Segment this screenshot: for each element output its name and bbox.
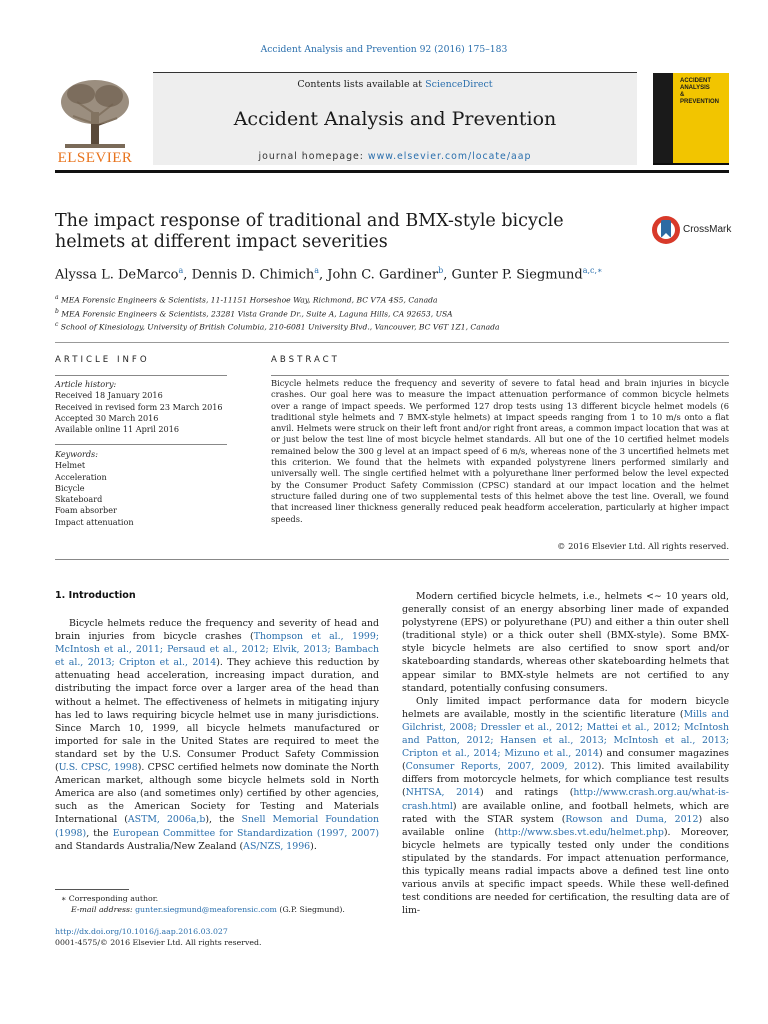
intro-paragraph: Modern certified bicycle helmets, i.e., helmets <∼ 10 years old, generally consist of an energy absorbing liner made of expanded polystyrene (EPS) or polyurethane (PU) and either a thin outer shell (traditional style) or a thick outer shell (BMX-style). Some BMX-style bicycle helmets are also certified to snow sport and/or skateboarding standards, whereas other skateboarding helmets that appear similar to BMX-style helmets are not certified to any standard, potentially confusing consumers.	[402, 591, 729, 694]
email-line	[55, 904, 385, 915]
affiliation-item	[55, 319, 729, 333]
author-affil-sup[interactable]: a	[314, 266, 320, 275]
body-text: ). This limited availability differs from motorcycle helmets, for which compliance test results (	[402, 761, 729, 799]
body-text: ), the	[205, 814, 242, 826]
abstract-copyright: © 2016 Elsevier Ltd. All rights reserved.	[557, 541, 729, 551]
url-link[interactable]: http://www.crash.org.au/what-is-crash.html	[402, 787, 729, 812]
reference-link[interactable]: U.S. CPSC, 1998	[58, 762, 138, 774]
cover-word-1: ACCIDENT	[680, 78, 711, 84]
body-text: ). They achieve this reduction by attenuating head acceleration, increasing impact duration, and distributing the impact force over a larger area of the head than without a helmet. The effectiveness of helmets in mitigating injury has led to laws requiring bicycle helmet use in many jurisdictions. Since March 10, 1999, all bicycle helmets manufactured or imported for sale in the United States are required to meet the standard set by the U.S. Consumer Product Safety Commission (	[55, 657, 379, 774]
keyword-item: Bicycle	[55, 482, 85, 493]
intro-left-column	[55, 617, 379, 853]
url-link[interactable]: http://www.sbes.vt.edu/helmet.php	[498, 826, 664, 838]
body-text: ) also available online (	[402, 813, 729, 838]
keywords-label: Keywords:	[55, 449, 98, 459]
affiliations	[55, 292, 729, 333]
author-name: John C. Gardiner	[327, 267, 439, 283]
keywords-rule	[55, 444, 227, 445]
journal-homepage	[153, 151, 637, 162]
affiliation-sup: a	[55, 294, 59, 301]
masthead-bottom-rule	[55, 170, 729, 173]
crossmark-badge[interactable]	[651, 214, 732, 246]
abstract-heading: ABSTRACT	[271, 355, 340, 365]
affiliation-item	[55, 292, 729, 306]
body-text: ) and consumer magazines (	[402, 748, 729, 773]
body-text: ) are available online, and football helmets, which are rated with the STAR system (	[402, 800, 729, 825]
reference-link[interactable]: ASTM, 2006a,b	[127, 814, 206, 826]
reference-link[interactable]: Thompson et al., 1999; McIntosh et al., 2011; Persaud et al., 2012; Elvik, 2013; Bambach et al., 2013; Cripton et al., 2014	[55, 631, 379, 669]
contents-prefix: Contents lists available at	[297, 79, 426, 90]
keyword-item: Helmet	[55, 460, 86, 471]
body-text: Only limited impact performance data for modern bicycle helmets are available, mostly in the scientific literature (	[402, 695, 729, 720]
author-affil-sup[interactable]: a	[178, 266, 184, 275]
article-info-top-rule	[55, 342, 729, 343]
keywords	[55, 449, 227, 528]
abstract-rule	[271, 375, 729, 376]
body-text: ). Moreover, bicycle helmets are typically tested only under the conditions stipulated by the standards. For impact attenuation performance, this typically means radial impacts above a defined test line onto various anvils at specific impact speeds. While these well-defined test conditions are needed for certification, the resulting data are of lim-	[402, 826, 729, 917]
keyword-item: Foam absorber	[55, 505, 117, 516]
reference-link[interactable]: NHTSA, 2014	[405, 787, 480, 799]
intro-paragraph	[55, 617, 379, 853]
elsevier-wordmark: ELSEVIER	[57, 150, 133, 166]
email-suffix: (G.P. Siegmund).	[276, 905, 345, 914]
history-label: Article history:	[55, 379, 117, 389]
author-affil-sup[interactable]: a,c,∗	[582, 266, 603, 275]
affiliation-sup: c	[55, 321, 59, 329]
author-name: Alyssa L. DeMarco	[55, 267, 179, 283]
footnote-corresponding	[55, 893, 385, 915]
affiliation-text: School of Kinesiology, University of British Columbia, 210-6081 University Blvd., Vancouver, BC V6T 1Z1, Canada	[60, 323, 500, 332]
affiliation-item	[55, 306, 729, 320]
section-heading-introduction: 1. Introduction	[55, 590, 136, 601]
reference-link[interactable]: Mills and Gilchrist, 2008; Dressler et al., 2012; Mattei et al., 2012; McIntosh and Patton, 2012; Hansen et al., 2013; McIntosh et al., 2013; Cripton et al., 2014; Mizuno et al., 2014	[402, 708, 729, 760]
body-text: , the	[86, 827, 113, 839]
reference-link[interactable]: Rowson and Duma, 2012	[565, 813, 699, 825]
intro-paragraph	[402, 695, 729, 918]
keyword-item: Impact attenuation	[55, 516, 134, 527]
sciencedirect-link[interactable]: ScienceDirect	[425, 79, 493, 90]
author-name: Gunter P. Siegmund	[451, 267, 583, 283]
article-info-rule	[55, 375, 227, 376]
crossmark-label: CrossMark	[683, 224, 732, 235]
abstract-bottom-rule	[55, 559, 729, 560]
homepage-prefix: journal homepage:	[258, 151, 368, 162]
keyword-item: Skateboard	[55, 494, 103, 505]
cover-title	[680, 78, 719, 106]
body-text: ).	[310, 840, 317, 852]
affiliation-text: MEA Forensic Engineers & Scientists, 11-11151 Horseshoe Way, Richmond, BC V7A 4S5, Canada	[61, 295, 438, 305]
corresponding-author-note: ∗ Corresponding author.	[61, 894, 159, 903]
journal-citation[interactable]: Accident Analysis and Prevention 92 (2016) 175–183	[260, 44, 508, 55]
author-name: Dennis D. Chimich	[191, 267, 315, 283]
cover-word-4: PREVENTION	[680, 99, 720, 105]
body-text: and Standards Australia/New Zealand (	[55, 840, 244, 852]
journal-title: Accident Analysis and Prevention	[233, 108, 557, 130]
article-title: The impact response of traditional and BMX-style bicycle helmets at different impact severities	[55, 211, 564, 252]
author-list: Alyssa L. DeMarco$^a$, Dennis D. Chimich$^a$, John C. Gardiner$^b$, Gunter P. Siegmund$^{a,c,∗}$	[55, 266, 603, 283]
footnote-rule	[55, 889, 129, 890]
intro-right-column	[402, 590, 729, 917]
doi-link[interactable]: http://dx.doi.org/10.1016/j.aap.2016.03.027	[55, 927, 228, 936]
cover-word-3: &	[680, 92, 685, 98]
affiliation-sup: b	[55, 307, 59, 315]
author-affil-sup[interactable]: b	[438, 266, 444, 275]
history-item: Received 18 January 2016	[55, 390, 163, 401]
reference-link[interactable]: Consumer Reports, 2007, 2009, 2012	[405, 761, 598, 773]
history-item: Available online 11 April 2016	[55, 424, 180, 435]
reference-link[interactable]: European Committee for Standardization (1997, 2007)	[112, 827, 379, 839]
cover-dark-strip	[653, 73, 673, 163]
email-link[interactable]: gunter.siegmund@meaforensic.com	[135, 905, 277, 914]
body-text: ). CPSC certified helmets now dominate the North American market, although some bicycle helmets sold in North America are also (and sometimes only) certified by other agencies, such as the American Society for Testing and Materials International (	[55, 762, 379, 826]
history-item: Accepted 30 March 2016	[55, 412, 159, 423]
contents-line	[153, 79, 637, 90]
email-label: E-mail address:	[71, 905, 136, 914]
issn-copyright: 0001-4575/© 2016 Elsevier Ltd. All rights reserved.	[55, 938, 262, 947]
keyword-item: Acceleration	[55, 471, 107, 482]
crossmark-icon	[651, 214, 681, 246]
article-info-heading: ARTICLE INFO	[55, 355, 150, 365]
body-text: ) and ratings (	[479, 787, 574, 799]
homepage-link[interactable]: www.elsevier.com/locate/aap	[367, 151, 532, 162]
history-item: Received in revised form 23 March 2016	[55, 401, 223, 412]
affiliation-text: MEA Forensic Engineers & Scientists, 23281 Vista Grande Dr., Suite A, Laguna Hills, CA 92653, USA	[61, 309, 453, 319]
abstract-text: Bicycle helmets reduce the frequency and severity of severe to fatal head and brain injuries in bicycle crashes. Our goal here was to measure the impact attenuation performance of common bicycle helmets over a range of impact speeds. We performed 127 drop tests using 13 different bicycle helmet models (6 traditional style helmets and 7 BMX-style helmets) at impact speeds ranging from 1 to 10 m/s onto a flat anvil. Helmets were struck on their left front and/or right front areas, a common impact location that was at or just below the test line of most bicycle helmet standards. All but one of the 10 certified helmet models remained below the 300 g level at an impact speed of 6 m/s, whereas none of the 3 uncertified helmets met this criterion. We found that the helmets with expanded polystyrene liners performed similarly and universally well. The single certified helmet with a polyurethane liner performed below the level expected by the Consumer Product Safety Commission (CPSC) standard at our impact location and the helmet structure failed during one of two supplemental tests of this helmet above the test line. Overall, we found that increased liner thickness generally reduced peak headform acceleration, particularly at higher impact speeds.	[271, 378, 729, 524]
cover-word-2: ANALYSIS	[680, 85, 710, 91]
body-text: Bicycle helmets reduce the frequency and severity of head and brain injuries from bicycle crashes (	[55, 618, 379, 643]
article-history	[55, 379, 227, 435]
reference-link[interactable]: Snell Memorial Foundation (1998)	[55, 814, 380, 839]
reference-link[interactable]: AS/NZS, 1996	[243, 840, 311, 852]
journal-cover[interactable]	[653, 73, 729, 165]
